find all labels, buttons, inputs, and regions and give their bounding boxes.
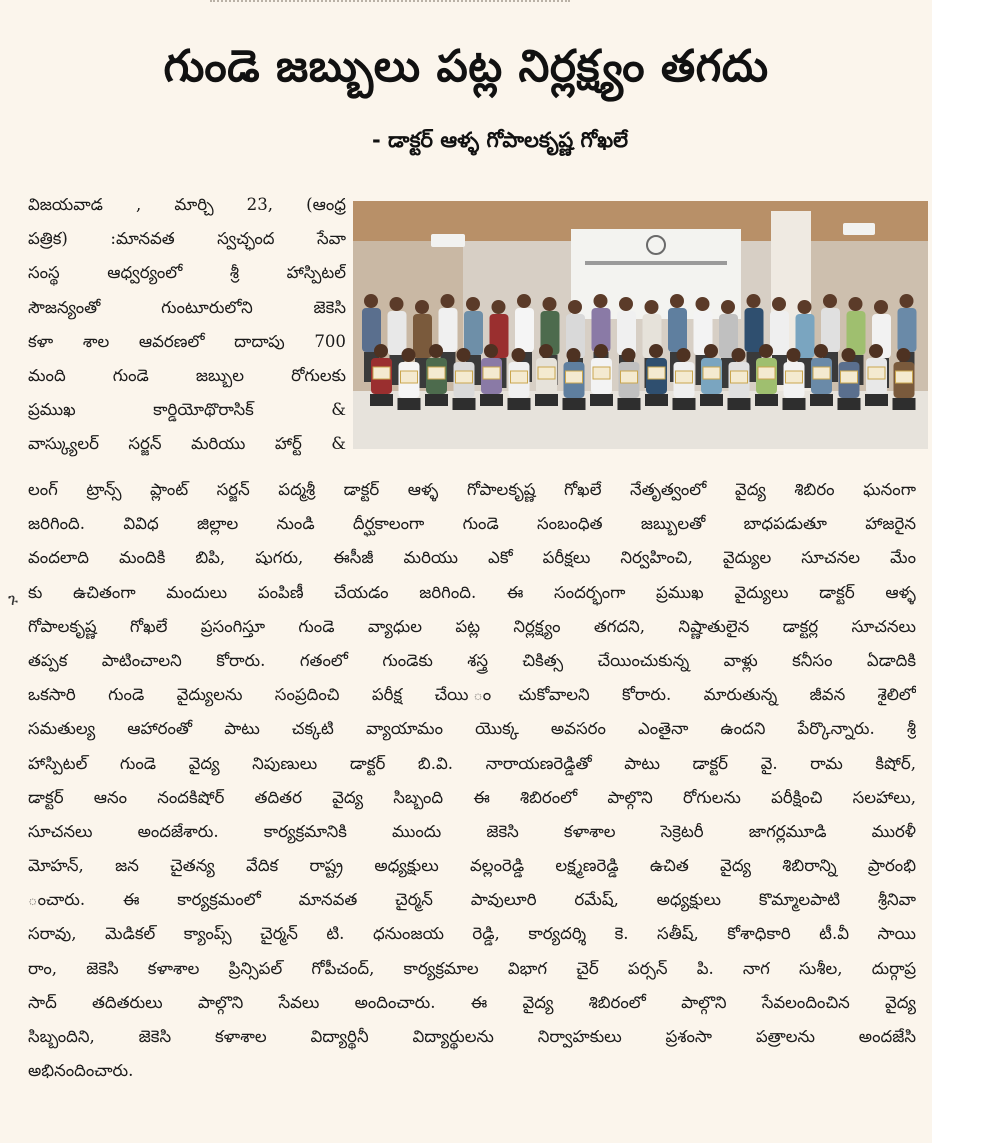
photo-person-head <box>874 300 888 314</box>
photo-person-legs <box>425 394 448 406</box>
photo-person-legs <box>535 394 558 406</box>
article-byline: - డాక్టర్ ఆళ్ళ గోపాలకృష్ణ గోఖలే <box>372 128 628 152</box>
photo-certificate <box>456 371 473 383</box>
photo-person-legs <box>563 398 586 410</box>
photo-person-head <box>402 348 416 362</box>
photo-person-head <box>787 348 801 362</box>
photo-person-head <box>594 294 608 308</box>
photo-certificate <box>786 371 803 383</box>
photo-person-head <box>594 344 608 358</box>
article-text-line: విజయవాడ , మార్చి 23, (ఆంధ్ర <box>28 195 346 214</box>
photo-person-body <box>515 308 534 352</box>
photo-certificate <box>896 371 913 383</box>
article-text-line: హాస్పిటల్ గుండె వైద్య నిపుణులు డాక్టర్ బి.వి. నారాయణరెడ్డితో పాటు డాక్టర్ వై. రామ కిషోర్, <box>28 753 916 773</box>
photo-person-legs <box>700 394 723 406</box>
photo-certificate <box>758 367 775 379</box>
article-text-line: ంచారు. ఈ కార్యక్రమంలో మానవత చైర్మన్ పావులూరి రమేష్, అధ్యక్షులు కొమ్మాలపాటి శ్రీనివా <box>28 890 916 910</box>
photo-person-head <box>900 294 914 308</box>
article-text-line: వాస్క్యులర్ సర్జన్ మరియు హార్ట్ & <box>28 434 346 454</box>
photo-person-head <box>649 344 663 358</box>
photo-person-head <box>747 294 761 308</box>
photo-person-head <box>415 300 429 314</box>
article-text-line: పత్రిక) :మానవత స్వచ్ఛంద సేవా <box>28 229 346 249</box>
photo-person-head <box>429 344 443 358</box>
article-body-column <box>28 188 346 462</box>
photo-person-legs <box>810 394 833 406</box>
photo-person-legs <box>893 398 916 410</box>
photo-person-head <box>390 297 404 311</box>
article-text-line: ప్రముఖ కార్డియోథొరాసిక్ & <box>28 400 346 420</box>
article-text-line: మోహన్, జన చైతన్య వేదిక రాష్ట్ర అధ్యక్షులు వల్లంరెడ్డి లక్ష్మణరెడ్డి ఉచిత వైద్య శిబిరాన్ని ప్రారంభి <box>28 856 916 876</box>
photo-person-head <box>492 300 506 314</box>
photo-person-head <box>567 348 581 362</box>
photo-person-legs <box>480 394 503 406</box>
photo-ac-unit <box>843 223 875 235</box>
photo-person-legs <box>453 398 476 410</box>
photo-certificate <box>813 367 830 379</box>
photo-certificate <box>401 371 418 383</box>
photo-person-head <box>721 300 735 314</box>
photo-person-legs <box>590 394 613 406</box>
article-text-line: డాక్టర్ ఆనం నందకిషోర్ తదితర వైద్య సిబ్బంది ఈ శిబిరంలో పాల్గొని రోగులను పరీక్షించి సలహాలు, <box>28 787 916 807</box>
photo-person-body <box>464 311 483 355</box>
photo-certificate <box>841 371 858 383</box>
photo-person-body <box>668 308 687 352</box>
photo-person-body <box>439 308 458 352</box>
photo-person-head <box>364 294 378 308</box>
photo-person-head <box>457 348 471 362</box>
photo-person-head <box>484 344 498 358</box>
photo-person-head <box>543 297 557 311</box>
event-group-photo <box>353 201 928 449</box>
photo-person-legs <box>398 398 421 410</box>
article-text-line: జరిగింది. వివిధ జిల్లాల నుండి దీర్ఘకాలంగా గుండె సంబంధిత జబ్బులతో బాధపడుతూ హాజరైన <box>28 514 916 534</box>
photo-person-head <box>869 344 883 358</box>
photo-person-head <box>539 344 553 358</box>
article-text-line: సంస్థ ఆధ్వర్యంలో శ్రీ హాస్పిటల్ <box>28 263 346 283</box>
photo-person-legs <box>838 398 861 410</box>
photo-person-head <box>823 294 837 308</box>
photo-person-legs <box>865 394 888 406</box>
photo-person-head <box>670 294 684 308</box>
article-text-line: కళా శాల ఆవరణలో దాదాపు 700 <box>28 331 346 351</box>
photo-person-head <box>619 297 633 311</box>
margin-mark: ጉ <box>8 590 19 609</box>
photo-person-head <box>568 300 582 314</box>
photo-person-head <box>677 348 691 362</box>
photo-person-head <box>897 348 911 362</box>
photo-certificate <box>676 371 693 383</box>
article-text-line: మంది గుండె జబ్బుల రోగులకు <box>28 365 346 385</box>
photo-ac-unit <box>431 234 465 247</box>
photo-certificate <box>731 371 748 383</box>
article-text-line: సాద్ తదితరులు పాల్గొని సేవలు అందించారు. ఈ వైద్య శిబిరంలో పాల్గొని సేవలందించిన వైద్య <box>28 992 916 1012</box>
photo-certificate <box>621 371 638 383</box>
photo-person-head <box>814 344 828 358</box>
photo-person-legs <box>645 394 668 406</box>
photo-certificate <box>648 367 665 379</box>
photo-person-head <box>759 344 773 358</box>
photo-person-legs <box>370 394 393 406</box>
photo-person-head <box>374 344 388 358</box>
photo-person-body <box>388 311 407 355</box>
article-text-line: తప్పక పాటించాలని కోరారు. గతంలో గుండెకు శస్త్ర చికిత్స చేయించుకున్న వాళ్లు కనీసం ఏడాదికి <box>28 650 916 670</box>
photo-person-head <box>517 294 531 308</box>
photo-person-body <box>898 308 917 352</box>
photo-person-legs <box>618 398 641 410</box>
photo-person-head <box>622 348 636 362</box>
article-text-line: ఒకసారి గుండె వైద్యులను సంప్రదించి పరీక్ష చేయి ంచుకోవాలని కోరారు. మారుతున్న జీవన శైలిలో <box>28 685 916 705</box>
photo-certificate <box>511 371 528 383</box>
article-text-line: సౌజన్యంతో గుంటూరులోని జెకెసి <box>28 297 346 317</box>
article-text-line: వందలాది మందికి బిపి, షుగరు, ఈసీజీ మరియు ఎకో పరీక్షలు నిర్వహించి, వైద్యుల సూచనల మేం <box>28 548 916 568</box>
article-text-line: సూచనలు అందజేశారు. కార్యక్రమానికి ముందు జెకెసి కళాశాల సెక్రెటరీ జాగర్లమూడి మురళీ <box>28 821 916 841</box>
photo-certificate <box>538 367 555 379</box>
photo-banner-text <box>585 261 727 265</box>
photo-person-legs <box>783 398 806 410</box>
photo-person-head <box>704 344 718 358</box>
photo-certificate <box>566 371 583 383</box>
photo-certificate <box>428 367 445 379</box>
photo-person-legs <box>508 398 531 410</box>
group-photo-icon <box>353 201 928 449</box>
article-text-line: కు ఉచితంగా మందులు పంపిణీ చేయడం జరిగింది. ఈ సందర్భంగా ప్రముఖ వైద్యులు డాక్టర్ ఆళ్ళ <box>28 582 916 602</box>
photo-person-head <box>849 297 863 311</box>
article-text-line: రాం, జెకెసి కళాశాల ప్రిన్సిపల్ గోపీచంద్, కార్యక్రమాల విభాగ చైర్ పర్సన్ పి. నాగ సుశీల, దుర్గాప్ర <box>28 958 916 978</box>
photo-certificate <box>483 367 500 379</box>
article-text-line: అభినందించారు. <box>28 1061 134 1081</box>
photo-person-head <box>772 297 786 311</box>
photo-person-head <box>645 300 659 314</box>
photo-person-head <box>842 348 856 362</box>
photo-person-head <box>732 348 746 362</box>
article-text-line: సమతుల్య ఆహారంతో పాటు చక్కటి వ్యాయామం యొక్క అవసరం ఎంతైనా ఉందని పేర్కొన్నారు. శ్రీ <box>28 719 916 739</box>
photo-person-head <box>512 348 526 362</box>
photo-person-head <box>441 294 455 308</box>
photo-certificate <box>593 367 610 379</box>
article-text-line: సిబ్బందిని, జెకెసి కళాశాల విద్యార్థినీ విద్యార్థులను నిర్వాహకులు ప్రశంసా పత్రాలను అందజేసి <box>28 1027 916 1046</box>
photo-person-head <box>696 297 710 311</box>
photo-person-body <box>745 308 764 352</box>
photo-person-legs <box>728 398 751 410</box>
article-text-line: సరావు, మెడికల్ క్యాంప్స్ చైర్మన్ టి. ధనుంజయ రెడ్డి, కార్యదర్శి కె. సతీష్, కోశాధికారి టీ.వీ సాయి <box>28 924 916 944</box>
photo-person-legs <box>673 398 696 410</box>
photo-person-body <box>770 311 789 355</box>
photo-person-head <box>466 297 480 311</box>
photo-person-legs <box>755 394 778 406</box>
photo-person-head <box>798 300 812 314</box>
article-text-line: గోపాలకృష్ణ గోఖలే ప్రసంగిస్తూ గుండె వ్యాధుల పట్ల నిర్లక్ష్యం తగదని, నిష్ణాతులైన డాక్టర్ల సూచనలు <box>28 616 916 636</box>
clipping-top-edge <box>210 0 570 8</box>
photo-certificate <box>868 367 885 379</box>
article-headline: గుండె జబ్బులు పట్ల నిర్లక్ష్యం తగదు <box>163 41 769 92</box>
article-body-full <box>28 473 916 1088</box>
article-text-line: లంగ్ ట్రాన్స్ ప్లాంట్ సర్జన్ పద్మశ్రీ డాక్టర్ ఆళ్ళ గోపాలకృష్ణ గోఖలే నేతృత్వంలో వైద్య శిబిరం ఘనంగా <box>28 480 916 499</box>
photo-certificate <box>703 367 720 379</box>
photo-certificate <box>373 367 390 379</box>
